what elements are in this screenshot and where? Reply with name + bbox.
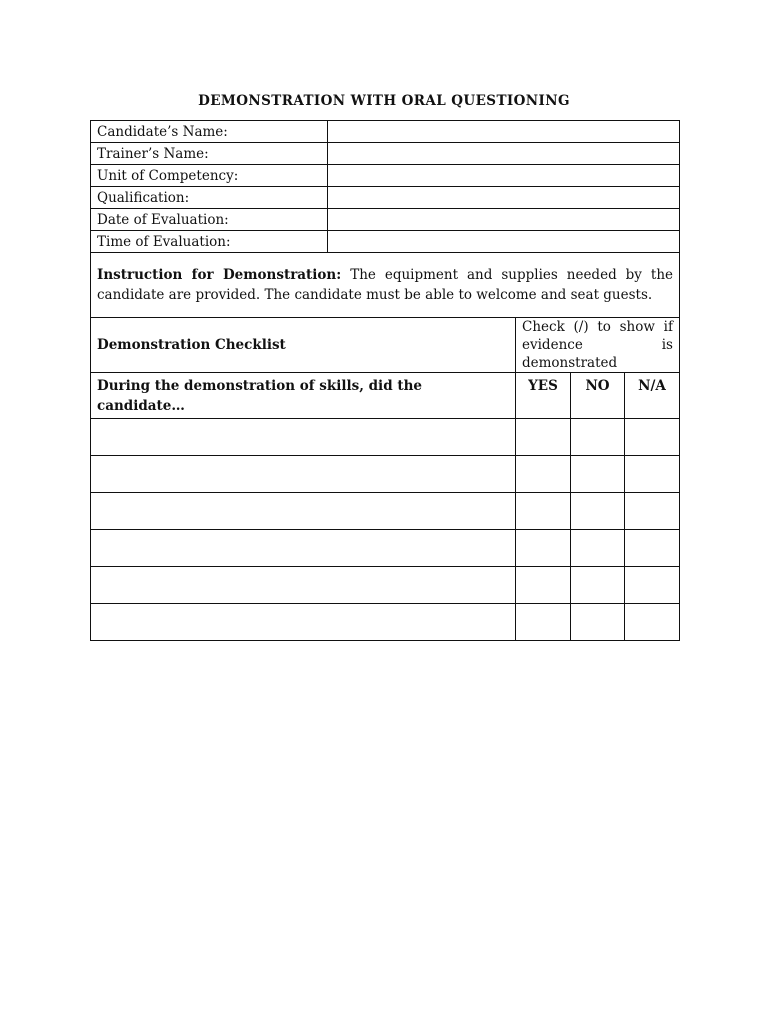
- info-label: Trainer’s Name:: [91, 143, 328, 165]
- na-checkbox-cell[interactable]: [625, 530, 680, 567]
- no-checkbox-cell[interactable]: [571, 456, 625, 493]
- qualification-field[interactable]: [328, 187, 680, 209]
- na-checkbox-cell[interactable]: [625, 419, 680, 456]
- question-prompt: During the demonstration of skills, did the candidate…: [91, 373, 516, 419]
- yes-checkbox-cell[interactable]: [516, 567, 571, 604]
- info-row-unit-of-competency: [91, 165, 680, 187]
- no-checkbox-cell[interactable]: [571, 567, 625, 604]
- na-checkbox-cell[interactable]: [625, 493, 680, 530]
- date-of-evaluation-field[interactable]: [328, 209, 680, 231]
- info-label: Unit of Competency:: [91, 165, 328, 187]
- table-row: [91, 456, 680, 493]
- checklist-item[interactable]: [91, 604, 516, 641]
- table-row: [91, 530, 680, 567]
- info-label: Date of Evaluation:: [91, 209, 328, 231]
- info-row-qualification: [91, 187, 680, 209]
- no-checkbox-cell[interactable]: [571, 493, 625, 530]
- info-row-trainer-name: [91, 143, 680, 165]
- no-checkbox-cell[interactable]: [571, 604, 625, 641]
- yes-checkbox-cell[interactable]: [516, 493, 571, 530]
- trainer-name-field[interactable]: [328, 143, 680, 165]
- info-row-candidate-name: [91, 121, 680, 143]
- table-row: [91, 419, 680, 456]
- table-row: [91, 604, 680, 641]
- checklist-header-row: [91, 318, 680, 373]
- unit-of-competency-field[interactable]: [328, 165, 680, 187]
- na-checkbox-cell[interactable]: [625, 567, 680, 604]
- yes-checkbox-cell[interactable]: [516, 456, 571, 493]
- na-checkbox-cell[interactable]: [625, 456, 680, 493]
- yes-checkbox-cell[interactable]: [516, 530, 571, 567]
- instruction-label: Instruction for Demonstration:: [97, 267, 342, 283]
- table-row: [91, 493, 680, 530]
- na-checkbox-cell[interactable]: [625, 604, 680, 641]
- candidate-name-field[interactable]: [328, 121, 680, 143]
- column-header-na: N/A: [625, 373, 680, 419]
- yes-checkbox-cell[interactable]: [516, 419, 571, 456]
- info-label: Candidate’s Name:: [91, 121, 328, 143]
- evidence-instruction: Check (/) to show if evidence is demonstrated: [516, 318, 680, 373]
- info-label: Time of Evaluation:: [91, 231, 328, 253]
- checklist-item[interactable]: [91, 530, 516, 567]
- checklist-item[interactable]: [91, 419, 516, 456]
- table-row: [91, 567, 680, 604]
- info-row-time-of-evaluation: [91, 231, 680, 253]
- instruction-row: [91, 253, 680, 318]
- question-header-row: [91, 373, 680, 419]
- instruction-text: The equipment and supplies needed by the candidate are provided. The candidate must be able to welcome and seat guests.: [97, 267, 674, 303]
- column-header-yes: YES: [516, 373, 571, 419]
- time-of-evaluation-field[interactable]: [328, 231, 680, 253]
- no-checkbox-cell[interactable]: [571, 530, 625, 567]
- info-label: Qualification:: [91, 187, 328, 209]
- checklist-title: Demonstration Checklist: [91, 318, 516, 373]
- evaluation-form-table: [90, 120, 680, 641]
- yes-checkbox-cell[interactable]: [516, 604, 571, 641]
- info-row-date-of-evaluation: [91, 209, 680, 231]
- no-checkbox-cell[interactable]: [571, 419, 625, 456]
- instruction-cell: [91, 253, 680, 318]
- column-header-no: NO: [571, 373, 625, 419]
- checklist-item[interactable]: [91, 456, 516, 493]
- page-title: DEMONSTRATION WITH ORAL QUESTIONING: [198, 93, 570, 109]
- checklist-item[interactable]: [91, 493, 516, 530]
- checklist-item[interactable]: [91, 567, 516, 604]
